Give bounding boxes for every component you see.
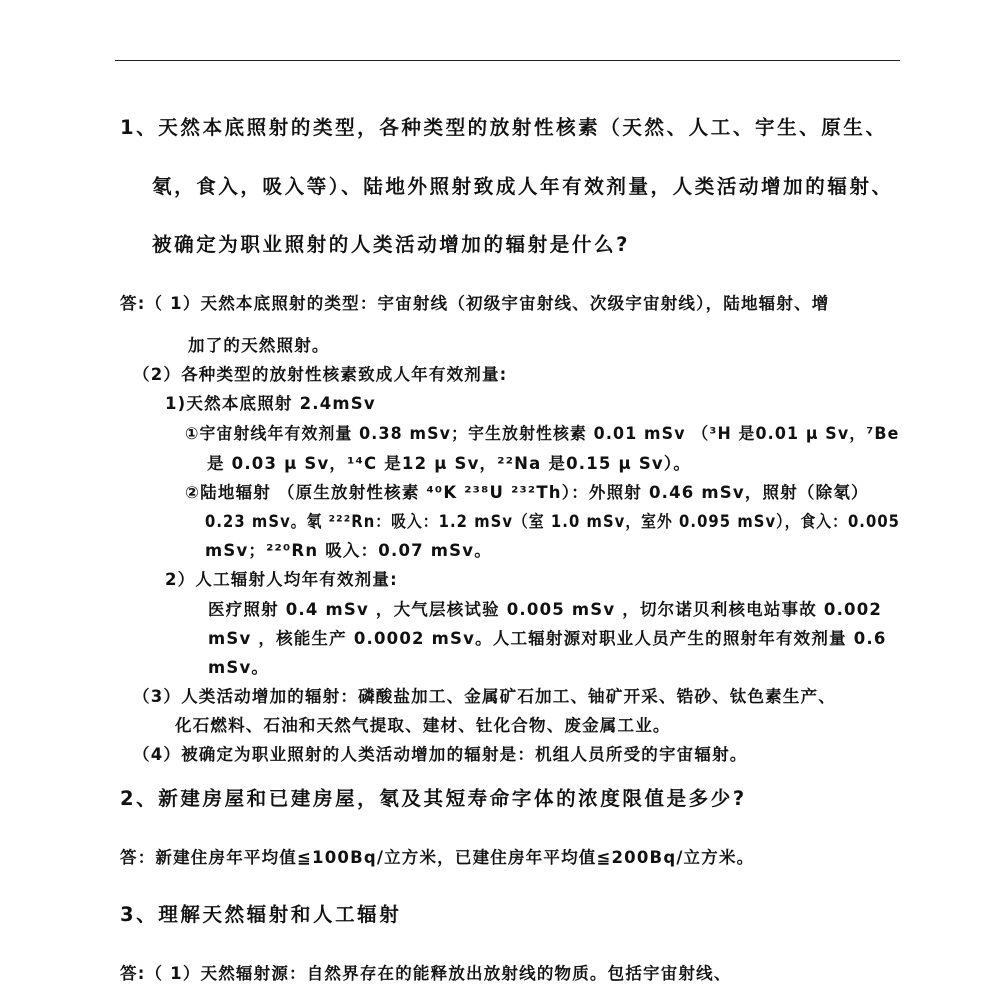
answer-1-line-8: 0.23 mSv。氡 ²²²Rn：吸入：1.2 mSv（室 1.0 mSv，室外 0.095 mSv），食入：0.005 (205, 512, 901, 531)
answer-1-line-5: ①宇宙射线年有效剂量 0.38 mSv；宇生放射性核素 0.01 mSv （³H 是0.01 μ Sv，⁷Be (185, 424, 900, 443)
header-rule (115, 60, 900, 61)
question-1-line-1: 1、天然本底照射的类型，各种类型的放射性核素（天然、人工、宇生、原生、 (120, 116, 888, 139)
question-3-line-1: 3、理解天然辐射和人工辐射 (120, 903, 402, 926)
answer-3-line-1: 答:（ 1）天然辐射源：自然界存在的能释放出放射线的物质。包括宇宙射线、 (120, 964, 732, 983)
answer-1-line-1: 答:（ 1）天然本底照射的类型：宇宙射线（初级宇宙射线、次级宇宙射线），陆地辐射、增 (120, 294, 830, 313)
answer-1-line-13: mSv。 (208, 658, 270, 677)
answer-1-line-4: 1)天然本底照射 2.4mSv (165, 394, 376, 413)
answer-1-line-3: （2）各种类型的放射性核素致成人年有效剂量: (133, 365, 508, 384)
answer-1-line-10: 2）人工辐射人均年有效剂量: (165, 570, 398, 589)
answer-1-line-16: （4）被确定为职业照射的人类活动增加的辐射是：机组人员所受的宇宙辐射。 (133, 745, 748, 764)
answer-1-line-14: （3）人类活动增加的辐射：磷酸盐加工、金属矿石加工、铀矿开采、锆砂、钛色素生产、 (133, 687, 836, 706)
answer-1-line-9: mSv；²²⁰Rn 吸入：0.07 mSv。 (205, 541, 492, 560)
answer-1-line-12: mSv ，核能生产 0.0002 mSv。人工辐射源对职业人员产生的照射年有效剂量 0.6 (208, 629, 887, 648)
question-1-line-3: 被确定为职业照射的人类活动增加的辐射是什么? (152, 233, 631, 256)
answer-1-line-7: ②陆地辐射 （原生放射性核素 ⁴⁰K ²³⁸U ²³²Th）：外照射 0.46 mSv，照射（除氡） (185, 483, 869, 502)
answer-1-line-6: 是 0.03 μ Sv，¹⁴C 是12 μ Sv，²²Na 是0.15 μ Sv）。 (207, 454, 692, 473)
answer-1-line-11: 医疗照射 0.4 mSv ，大气层核试验 0.005 mSv ，切尔诺贝利核电站事故 0.002 (208, 600, 883, 619)
answer-2-line-1: 答：新建住房年平均值≦100Bq/立方米，已建住房年平均值≦200Bq/立方米。 (120, 848, 755, 867)
question-2-line-1: 2、新建房屋和已建房屋，氡及其短寿命字体的浓度限值是多少? (120, 787, 747, 810)
answer-1-line-2: 加了的天然照射。 (188, 336, 330, 355)
question-1-line-2: 氡，食入，吸入等）、陆地外照射致成人年有效剂量，人类活动增加的辐射、 (152, 175, 894, 198)
answer-1-line-15: 化石燃料、石油和天然气提取、建材、钍化合物、废金属工业。 (175, 716, 671, 735)
